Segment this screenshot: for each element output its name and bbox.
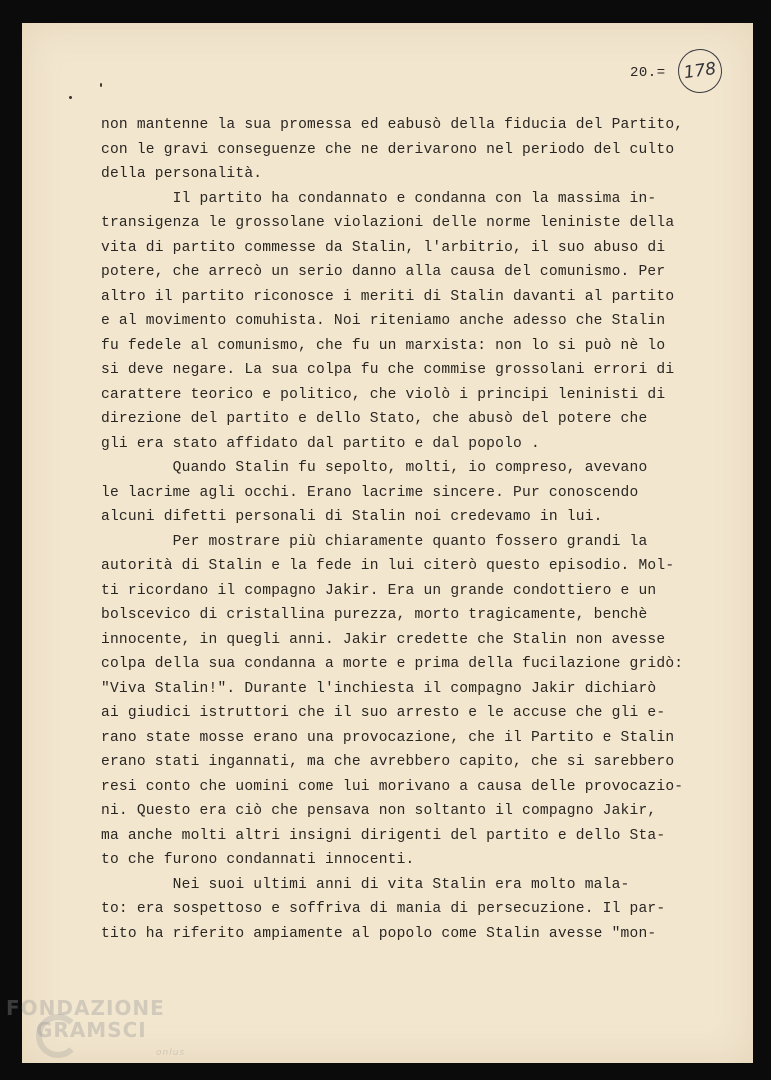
text-line: gli era stato affidato dal partito e dal popolo . bbox=[101, 435, 540, 452]
text-line: fu fedele al comunismo, che fu un marxista: non lo si può nè lo bbox=[101, 337, 666, 354]
text-line: erano stati ingannati, ma che avrebbero capito, che si sarebbero bbox=[101, 754, 675, 770]
text-line: e al movimento comuhista. Noi riteniamo anche adesso che Stalin bbox=[101, 313, 666, 329]
ink-speck bbox=[100, 83, 102, 87]
text-line: tito ha riferito ampiamente al popolo come Stalin avesse "mon- bbox=[101, 925, 657, 942]
text-line: to: era sospettoso e soffriva di mania di persecuzione. Il par- bbox=[101, 901, 666, 917]
text-line: rano state mosse erano una provocazione, che il Partito e Stalin bbox=[101, 729, 675, 746]
text-line: carattere teorico e politico, che violò i principi leninisti di bbox=[101, 386, 666, 403]
page-number: 20.= bbox=[630, 65, 666, 81]
document-page bbox=[22, 23, 753, 1063]
text-line: Nei suoi ultimi anni di vita Stalin era molto mala- bbox=[101, 876, 630, 893]
text-line: colpa della sua condanna a morte e prima della fucilazione gridò: bbox=[101, 656, 684, 672]
text-line: si deve negare. La sua colpa fu che commise grossolani errori di bbox=[101, 362, 675, 378]
text-line: Quando Stalin fu sepolto, molti, io compreso, avevano bbox=[101, 460, 648, 476]
watermark-line-2: GRAMSCI bbox=[36, 1018, 147, 1042]
typewritten-body bbox=[101, 113, 741, 946]
text-line: le lacrime agli occhi. Erano lacrime sincere. Pur conoscendo bbox=[101, 484, 639, 501]
text-line: autorità di Stalin e la fede in lui citerò questo episodio. Mol- bbox=[101, 558, 675, 574]
text-line: direzione del partito e dello Stato, che abusò del potere che bbox=[101, 411, 648, 427]
text-line: vita di partito commesse da Stalin, l'arbitrio, il suo abuso di bbox=[101, 239, 666, 256]
text-line: innocente, in quegli anni. Jakir credette che Stalin non avesse bbox=[101, 631, 666, 648]
text-line: altro il partito riconosce i meriti di Stalin davanti al partito bbox=[101, 288, 675, 305]
text-line: ai giudici istruttori che il suo arresto e le accuse che gli e- bbox=[101, 705, 666, 721]
text-line: Il partito ha condannato e condanna con la massima in- bbox=[101, 190, 657, 207]
archive-stamp-number: 178 bbox=[675, 46, 725, 96]
text-line: della personalità. bbox=[101, 166, 263, 182]
watermark-g-logo-icon bbox=[36, 1014, 80, 1058]
text-line: non mantenne la sua promessa ed eabusò della fiducia del Partito, bbox=[101, 117, 684, 133]
text-line: potere, che arrecò un serio danno alla causa del comunismo. Per bbox=[101, 264, 666, 280]
text-line: con le gravi conseguenze che ne derivarono nel periodo del culto bbox=[101, 141, 675, 158]
foundation-watermark bbox=[6, 996, 186, 1058]
text-line: ti ricordano il compagno Jakir. Era un grande condottiero e un bbox=[101, 582, 657, 599]
text-line: resi conto che uomini come lui morivano a causa delle provocazio- bbox=[101, 778, 684, 795]
text-line: bolscevico di cristallina purezza, morto tragicamente, benchè bbox=[101, 607, 648, 623]
ink-speck bbox=[69, 96, 72, 99]
text-line: Per mostrare più chiaramente quanto fossero grandi la bbox=[101, 533, 648, 550]
text-line: "Viva Stalin!". Durante l'inchiesta il compagno Jakir dichiarò bbox=[101, 680, 657, 697]
text-line: ma anche molti altri insigni dirigenti del partito e dello Sta- bbox=[101, 827, 666, 844]
text-line: to che furono condannati innocenti. bbox=[101, 852, 415, 868]
text-line: ni. Questo era ciò che pensava non soltanto il compagno Jakir, bbox=[101, 803, 657, 819]
watermark-line-1: FONDAZIONE bbox=[6, 996, 165, 1020]
text-line: alcuni difetti personali di Stalin noi credevamo in lui. bbox=[101, 509, 603, 525]
text-line: transigenza le grossolane violazioni delle norme leniniste della bbox=[101, 215, 675, 231]
watermark-sub: onlus bbox=[156, 1048, 186, 1058]
